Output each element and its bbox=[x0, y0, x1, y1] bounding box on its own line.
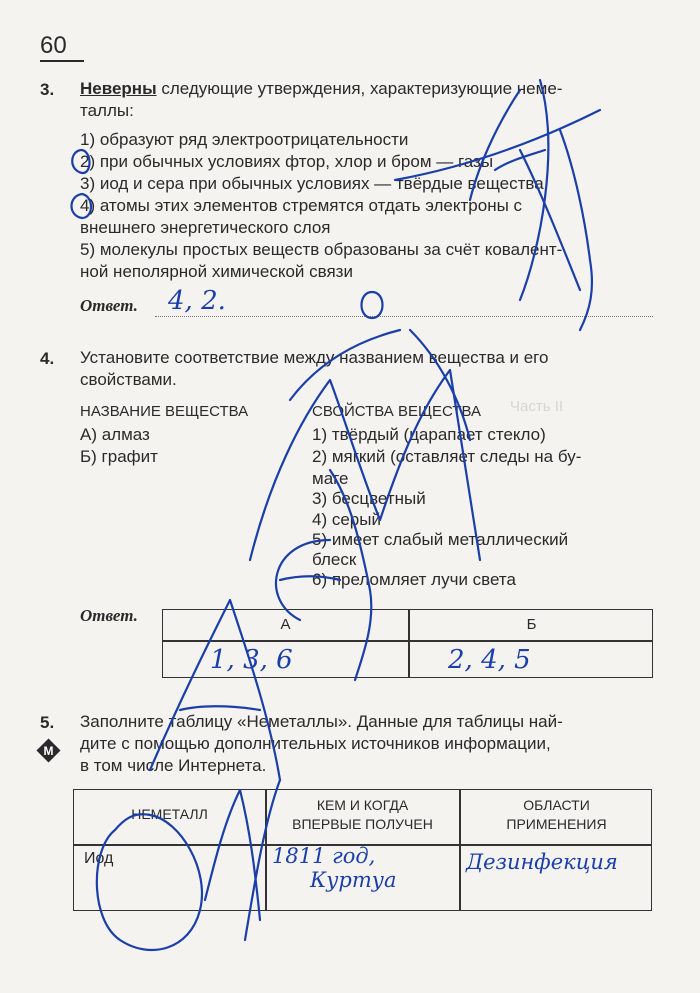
q3-option-3: 3) иод и сера при обычных условиях — твёрдые вещества bbox=[80, 174, 544, 193]
q3-option-2: 2) при обычных условиях фтор, хлор и бром — газы bbox=[80, 152, 494, 171]
q4-substance-b: Б) графит bbox=[80, 447, 158, 466]
q4-line-1: Установите соответствие между названием вещества и его bbox=[80, 348, 549, 367]
q4-answer-b[interactable]: 2, 4, 5 bbox=[448, 645, 531, 675]
q5-header-element: НЕМЕТАЛЛ bbox=[131, 806, 208, 822]
ink-stroke-right bbox=[560, 130, 592, 330]
q5-cell-who-when-1[interactable]: 1811 год, bbox=[272, 844, 376, 868]
q5-cell-element: Иод bbox=[84, 850, 114, 867]
q4-property-6: 6) преломляет лучи света bbox=[312, 570, 516, 589]
q3-number: 3. bbox=[40, 80, 55, 99]
q3-lead-bold: Неверны bbox=[80, 79, 157, 98]
q5-header-who-when: КЕМ И КОГДА ВПЕРВЫЕ ПОЛУЧЕН bbox=[292, 797, 433, 832]
q5-line-3: в том числе Интернета. bbox=[80, 756, 267, 775]
q4-answer-label: Ответ. bbox=[80, 606, 138, 625]
media-badge-icon bbox=[36, 738, 60, 762]
q5-header-uses: ОБЛАСТИ ПРИМЕНЕНИЯ bbox=[506, 797, 607, 832]
q3-answer-label: Ответ. bbox=[80, 296, 138, 315]
q3-option-4-cont: внешнего энергетического слоя bbox=[80, 218, 331, 237]
page-number-rule bbox=[40, 60, 84, 62]
q4-table-header-b: Б bbox=[526, 616, 537, 633]
q3-lead-rest: следующие утверждения, характеризующие неме- bbox=[161, 79, 563, 98]
q4-property-4: 4) серый bbox=[312, 510, 381, 529]
q4-property-5: 5) имеет слабый металлический bbox=[312, 530, 569, 549]
q5-cell-who-when-2[interactable]: Куртуа bbox=[310, 868, 397, 892]
q5-line-1-text: Заполните таблицу «Неметаллы». Данные для таблицы най- bbox=[80, 712, 563, 731]
q3-lead-line2: таллы: bbox=[80, 101, 134, 120]
q4-property-2-cont: маге bbox=[312, 469, 349, 488]
q5-line-2 bbox=[80, 733, 653, 755]
q3-option-4-text: 4) атомы этих элементов стремятся отдать электроны с bbox=[80, 196, 523, 215]
q5-line-2-text: дите с помощью дополнительных источников информации, bbox=[80, 734, 551, 753]
q3-answer-handwritten[interactable]: 4, 2. bbox=[168, 286, 226, 316]
q4-table-hline bbox=[163, 640, 652, 642]
q5-line-1 bbox=[80, 711, 653, 733]
q4-property-2: 2) мягкий (оставляет следы на бу- bbox=[312, 447, 582, 466]
page-number: 60 bbox=[40, 32, 67, 59]
media-badge-letter: М bbox=[43, 743, 54, 758]
q5-number: 5. bbox=[40, 713, 55, 732]
q3-option-4 bbox=[80, 195, 653, 217]
q3-answer-line bbox=[155, 316, 653, 317]
q3-lead-line bbox=[80, 78, 653, 100]
q3-option-1: 1) образуют ряд электроотрицательности bbox=[80, 130, 409, 149]
q4-number: 4. bbox=[40, 349, 55, 368]
q4-col-left-header: НАЗВАНИЕ ВЕЩЕСТВА bbox=[80, 403, 249, 420]
ink-letter-o bbox=[362, 292, 383, 318]
q4-property-5-cont: блеск bbox=[312, 550, 357, 569]
q4-line-2: свойствами. bbox=[80, 370, 177, 389]
bleed-through-text: Часть II bbox=[510, 398, 564, 415]
q4-col-right-header: СВОЙСТВА ВЕЩЕСТВА bbox=[312, 403, 482, 420]
q4-table-header-a: А bbox=[280, 616, 291, 633]
q4-answer-a[interactable]: 1, 3, 6 bbox=[210, 645, 293, 675]
q4-property-3: 3) бесцветный bbox=[312, 489, 426, 508]
q3-option-5-cont: ной неполярной химической связи bbox=[80, 262, 353, 281]
q5-cell-uses[interactable]: Дезинфекция bbox=[466, 850, 618, 874]
q4-property-1: 1) твёрдый (царапает стекло) bbox=[312, 425, 546, 444]
q3-option-5: 5) молекулы простых веществ образованы за счёт ковалент- bbox=[80, 240, 563, 259]
q4-substance-a: А) алмаз bbox=[80, 425, 150, 444]
